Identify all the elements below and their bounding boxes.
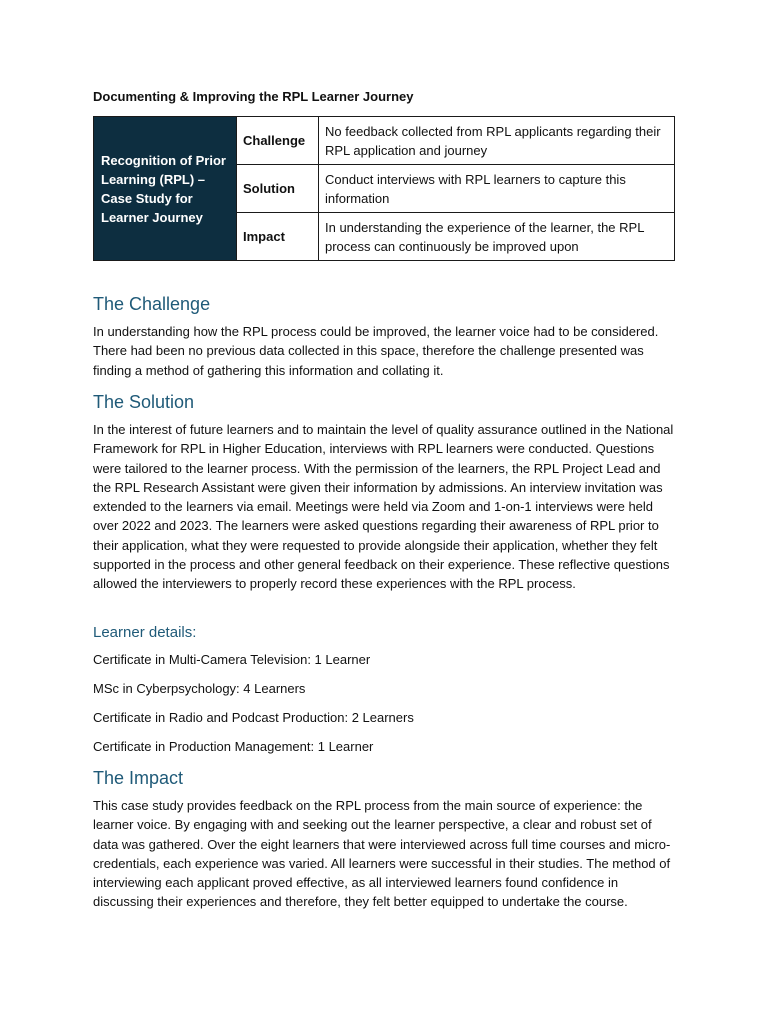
learner-detail-item: Certificate in Radio and Podcast Production: 2 Learners <box>93 710 414 725</box>
row-text-challenge: No feedback collected from RPL applicants regarding their RPL application and journey <box>319 117 675 165</box>
solution-paragraph: In the interest of future learners and to maintain the level of quality assurance outlined in the National Framework for RPL in Higher Education, interviews with RPL learners were conducted. Questions were tailored to the learner process. With the permission of the learners, the RPL Project Lead and the RPL Research Assistant were given their information by admissions. An interview invitation was extended to the learners via email. Meetings were held via Zoom and 1-on-1 interviews were held over 2022 and 2023. The learners were asked questions regarding their awareness of RPL prior to their application, what they were requested to provide alongside their application, whether they felt supported in the process and other general feedback on their experience. These reflective questions allowed the interviewers to properly record these experiences with the RPL process. <box>93 422 674 592</box>
challenge-paragraph: In understanding how the RPL process could be improved, the learner voice had to be considered. There had been no previous data collected in this space, therefore the challenge presented was finding a method of gathering this information and collating it. <box>93 324 659 378</box>
case-study-summary-table <box>93 116 675 261</box>
impact-paragraph: This case study provides feedback on the RPL process from the main source of experience: the learner voice. By engaging with and seeking out the learner perspective, a clear and robust set of data was gathered. Over the eight learners that were interviewed across full time courses and micro-credentials, each experience was varied. All learners were successful in their studies. The method of interviewing each applicant proved effective, as all interviewed learners found confidence in discussing their experiences and therefore, they felt better equipped to undertake the course. <box>93 798 671 910</box>
challenge-heading: The Challenge <box>93 294 211 314</box>
row-text-solution: Conduct interviews with RPL learners to capture this information <box>319 165 675 213</box>
row-label-challenge: Challenge <box>237 117 319 165</box>
row-text-impact: In understanding the experience of the learner, the RPL process can continuously be improved upon <box>319 213 675 261</box>
row-label-solution: Solution <box>237 165 319 213</box>
case-study-heading-cell: Recognition of Prior Learning (RPL) – Case Study for Learner Journey <box>94 117 237 261</box>
solution-heading: The Solution <box>93 392 195 412</box>
learner-detail-item: Certificate in Production Management: 1 Learner <box>93 739 374 754</box>
learner-detail-item: MSc in Cyberpsychology: 4 Learners <box>93 681 306 696</box>
row-label-impact: Impact <box>237 213 319 261</box>
table-row <box>94 117 675 165</box>
learner-details-heading: Learner details: <box>93 624 197 641</box>
learner-detail-item: Certificate in Multi-Camera Television: 1 Learner <box>93 652 371 667</box>
document-title: Documenting & Improving the RPL Learner Journey <box>93 89 414 104</box>
impact-heading: The Impact <box>93 768 184 788</box>
